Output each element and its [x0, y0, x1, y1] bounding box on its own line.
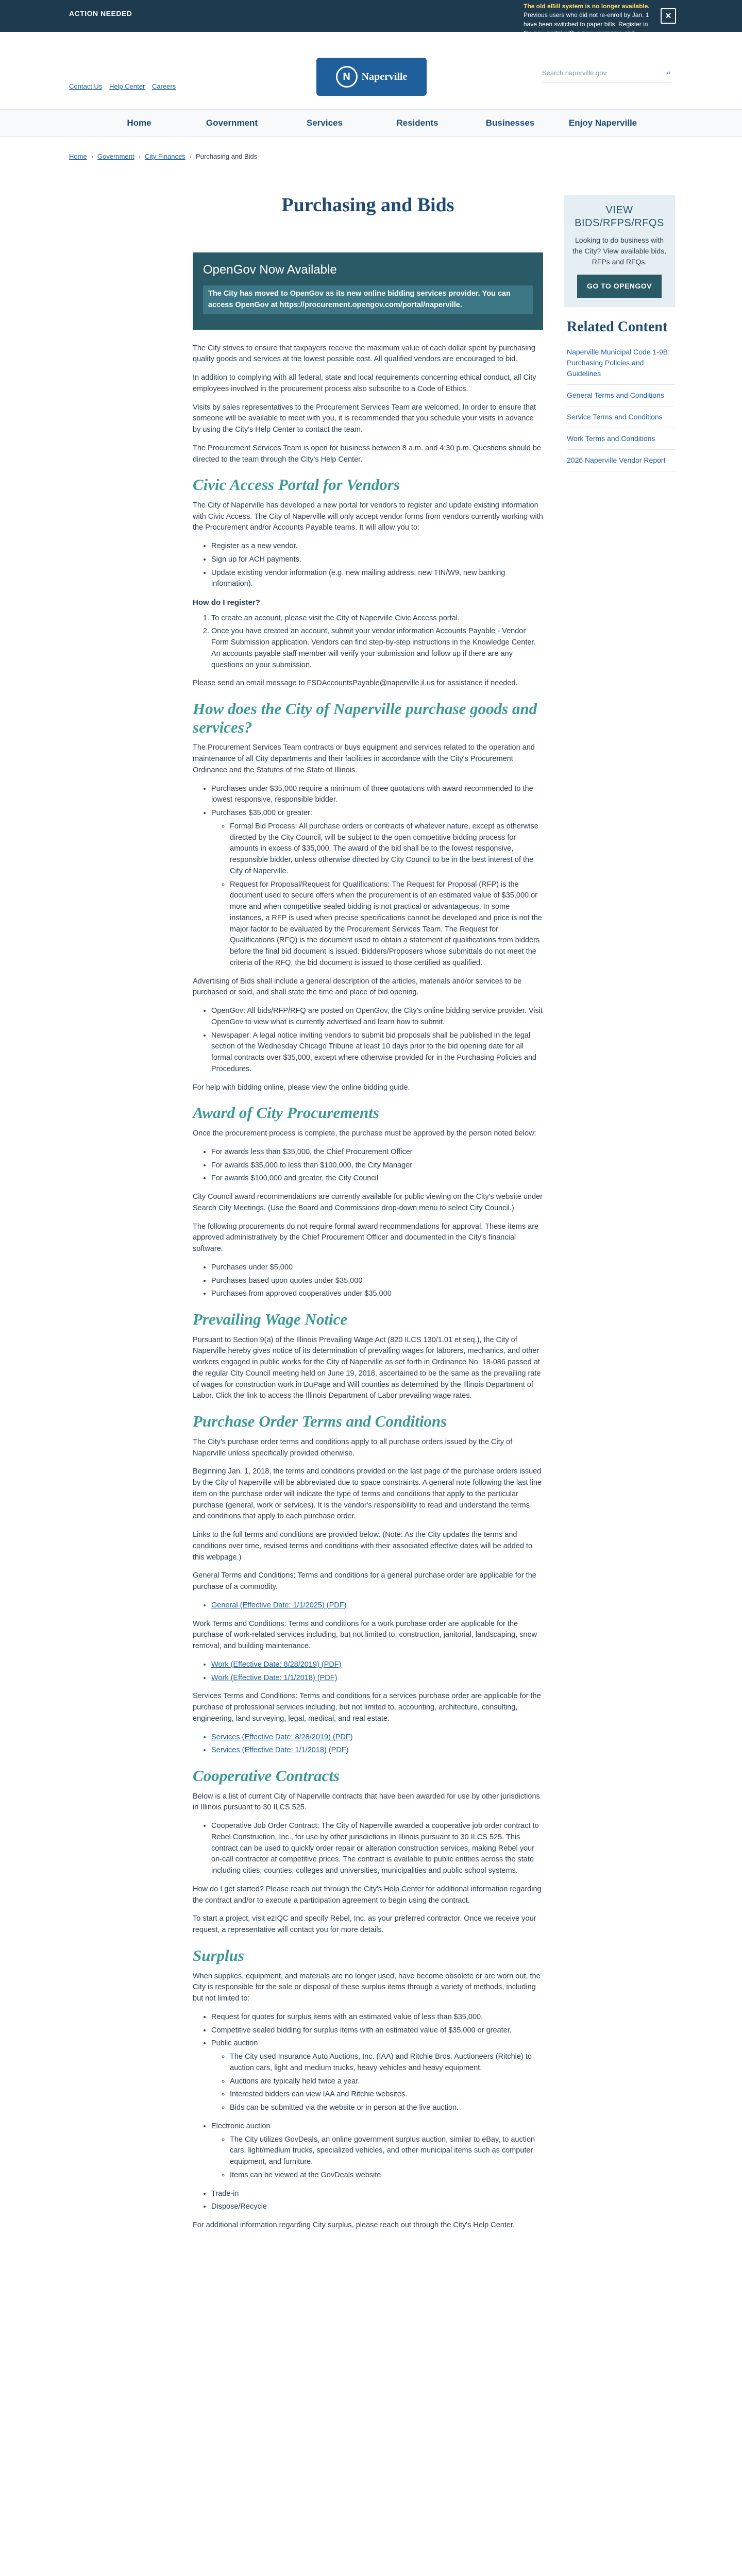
list-item: • Trade-in — [211, 2189, 543, 2200]
naperville-logo-mark: N — [336, 66, 358, 88]
breadcrumb-government[interactable]: Government — [97, 152, 134, 160]
terms-paragraph: The City's purchase order terms and conditions apply to all purchase orders issued by the City of Naperville unless specifically provided otherwise. — [193, 1437, 513, 1458]
search-input[interactable] — [542, 64, 671, 82]
breadcrumb-home[interactable]: Home — [69, 152, 87, 160]
register-heading: How do I register? — [193, 598, 260, 607]
list-item: ◦ The City used Insurance Auto Auctions, Inc. (IAA) and Ritchie Bros. Auctioneers (Ritchie) to auction cars, light and medium trucks, heavy vehicles and heavy equipment. — [230, 2052, 543, 2074]
nav-residents[interactable]: Residents — [396, 118, 439, 128]
list-item: • For awards less than $35,000, the Chief Procurement Officer — [211, 1147, 543, 1158]
intro-paragraph: Visits by sales representatives to the Procurement Services Team are welcomed. In order to ensure that someone will be available to meet with you, it is recommended that you schedule your visits in advance by using the City's Help Center to contact the team. — [193, 403, 536, 434]
breadcrumb: Home › Government › City Finances › Purchasing and Bids — [69, 151, 257, 162]
list-item: • Purchases from approved cooperatives under $35,000 — [211, 1289, 543, 1300]
award-heading: Award of City Procurements — [193, 1104, 379, 1122]
list-item: • Request for quotes for surplus items with an estimated value of less than $35,000. — [211, 2012, 543, 2023]
coop-list — [211, 1821, 543, 1877]
general-terms-text: General Terms and Conditions: Terms and conditions for a general purchase order are applicable for the purchase of a commodity. — [193, 1571, 536, 1591]
wage-text: Pursuant to Section 9(a) of the Illinois Prevailing Wage Act (820 ILCS 130/1.01 et seq.), the City of Naperville hereby gives notice of its determination of prevailing wages for laborers, mechanics, and other workers engaged in public works for the City of Naperville as set forth in Ordinance No. 18-086 passed at the regular City Council meeting held on June 19, 2018, ascertained to be the same as the prevailing rate of wages for construction work in DuPage and Will counties as determined by the Illinois Department of Labor. Click the link to access the Illinois Department of Labor prevailing wage rates. — [193, 1335, 541, 1400]
coop-project-text: To start a project, visit ezIQC and specify Rebel, Inc. as your preferred contractor. Once we receive your request, a representative will contact you for more details. — [193, 1914, 536, 1935]
opengov-box — [564, 195, 675, 307]
related-link[interactable]: General Terms and Conditions — [567, 385, 675, 406]
breadcrumb-current: Purchasing and Bids — [196, 152, 258, 160]
civic-access-text: The City of Naperville has developed a new portal for vendors to register and update existing information with Civic Access. The City of Naperville will only accept vendor forms from vendors currently working with the Procurement and/or Accounts Payable teams. It will allow you to: — [193, 501, 543, 532]
work-terms-link[interactable]: • Work (Effective Date: 8/28/2019) (PDF) — [211, 1659, 543, 1671]
surplus-list — [211, 2012, 543, 2213]
list-item: • Dispose/Recycle — [211, 2201, 543, 2213]
surplus-heading: Surplus — [193, 1946, 244, 1964]
list-item: • For awards $35,000 to less than $100,000, the City Manager — [211, 1160, 543, 1172]
related-link[interactable]: 2026 Naperville Vendor Report — [567, 450, 675, 471]
formal-text: The following procurements do not require formal award recommendations for approval. These items are approved administratively by the Chief Procurement Officer and documented in the City's financial software. — [193, 1222, 539, 1253]
utility-links — [69, 81, 181, 92]
list-item: ◦ Request for Proposal/Request for Qualifications: The Request for Proposal (RFP) is the document used to secure offers when the procurement is of an estimated value of $35,000 or more and when competitive sealed bidding is not practical or advantageous. In some instances, a RFP is used when precise specifications cannot be developed and price is not the major factor to be evaluated by the Procurement Services Team. The Request for Qualifications (RFQ) is the document used to obtain a statement of qualifications from bidders before the final bid document is issued. Bidders/Proposers whose submittals do not meet the criteria of the RFQ, the bid document is issued to those certified as qualified. — [230, 879, 543, 969]
list-item: 2. Once you have created an account, submit your vendor information Accounts Payable - Vendor Form Submission application. Vendors can find step-by-step instructions in the Knowledge Center. An accounts payable staff member will verify your submission and follow up if there are any questions on your submission. — [211, 626, 543, 671]
how-heading: How does the City of Naperville purchase goods and services? — [193, 700, 537, 736]
coop-text: Below is a list of current City of Naperville contracts that have been awarded for use by other jurisdictions in Illinois pursuant to 30 ILCS 525. — [193, 1792, 540, 1812]
site-logo[interactable] — [316, 58, 427, 96]
related-link[interactable]: Service Terms and Conditions — [567, 406, 675, 428]
services-terms-text: Services Terms and Conditions: Terms and conditions for a services purchase order are applicable for the purchase of professional services including, but not limited to, accounting, architecture, consulting, engineering, land surveying, legal, medical, and real estate. — [193, 1692, 541, 1723]
list-item: • Register as a new vendor. — [211, 541, 543, 552]
general-terms-list — [211, 1600, 543, 1612]
list-item: ◦ Bids can be submitted via the website or in person at the live auction. — [230, 2103, 543, 2114]
close-icon[interactable]: × — [661, 8, 676, 24]
register-steps — [211, 613, 543, 671]
alert-banner — [0, 0, 742, 32]
page-title: Purchasing and Bids — [281, 194, 454, 216]
how-list — [211, 784, 543, 969]
list-item: • Public auction ◦ The City used Insurance Auto Auctions, Inc. (IAA) and Ritchie Bros. Auctioneers (Ritchie) to auction cars, light and medium trucks, heavy vehicles and heavy equipment. ◦ Auctions are typically held twice a year. ◦ Interested bidders can view IAA and Ritchie websites. ◦ Bids can be submitted via the website or in person at the live auction. — [211, 2038, 543, 2114]
surplus-text: When supplies, equipment, and materials are no longer used, have become obsolete or are worn out, the City is responsible for the sale or disposal of these surplus items through a variety of methods, including but not limited to: — [193, 1972, 541, 2003]
logo-text: Naperville — [361, 71, 408, 82]
work-terms-text: Work Terms and Conditions: Terms and conditions for a work purchase order are applicable for the purchase of work-related services including, but not limited to, construction, janitorial, landscaping, snow removal, and building maintenance. — [193, 1619, 537, 1651]
list-item: • For awards $100,000 and greater, the City Council — [211, 1173, 543, 1184]
how-text: The Procurement Services Team contracts or buys equipment and services related to the operation and maintenance of all City departments and their facilities in accordance with the City's Procurement Ordinance and the Statutes of the State of Illinois. — [193, 743, 535, 774]
main-content — [193, 252, 543, 2239]
banner-heading: OpenGov Now Available — [203, 263, 337, 277]
nav-services[interactable]: Services — [307, 118, 343, 128]
list-item: • Sign up for ACH payments. — [211, 554, 543, 566]
wage-heading: Prevailing Wage Notice — [193, 1310, 348, 1329]
box-title: VIEW BIDS/RFPS/RFQS — [575, 205, 664, 229]
go-to-opengov-button[interactable]: GO TO OPENGOV — [577, 275, 662, 298]
help-center-link[interactable]: Help Center — [109, 82, 145, 90]
general-terms-link[interactable]: • General (Effective Date: 1/1/2025) (PDF) — [211, 1600, 543, 1612]
list-item: • Purchases under $35,000 require a minimum of three quotations with award recommended to the lowest responsive, responsible bidder. — [211, 784, 543, 806]
list-item: ◦ Auctions are typically held twice a year. — [230, 2076, 543, 2088]
list-item: • Electronic auction ◦ The City utilizes GovDeals, an online government surplus auction, similar to eBay, to auction cars, light/medium trucks, specialized vehicles, and other municipal items such as computer equipment, and furniture. ◦ Items can be viewed at the GovDeals website — [211, 2121, 543, 2181]
opengov-banner — [193, 252, 543, 330]
list-item: • OpenGov: All bids/RFP/RFQ are posted on OpenGov, the City's online bidding service provider. Visit OpenGov to view what is currently advertised and learn how to submit. — [211, 1006, 543, 1028]
nav-home[interactable]: Home — [127, 118, 151, 128]
careers-link[interactable]: Careers — [151, 82, 176, 90]
list-item: • Competitive sealed bidding for surplus items with an estimated value of $35,000 or greater. — [211, 2025, 543, 2037]
civic-access-heading: Civic Access Portal for Vendors — [193, 476, 400, 494]
work-terms-link[interactable]: • Work (Effective Date: 1/1/2018) (PDF) — [211, 1673, 543, 1684]
list-item: ◦ Formal Bid Process: All purchase orders or contracts of whatever nature, except as otherwise directed by the City Council, will be subject to the open competitive bidding process for amounts in excess of $35,000. The award of the bid shall be to the lowest responsive, responsible bidder, unless otherwise directed by City Council to be in the best interest of the City of Naperville. — [230, 821, 543, 877]
breadcrumb-city-finances[interactable]: City Finances — [144, 152, 185, 160]
terms-paragraph: Beginning Jan. 1, 2018, the terms and conditions provided on the last page of the purchase orders issued by the City of Naperville will be abbreviated due to space constraints. A general note following the last line item on the purchase order will indicate the type of terms and conditions that apply to the particular purchase (general, work or services). It is the vendor's responsibility to read and understand the terms and conditions that apply to each purchase order. — [193, 1467, 542, 1521]
formal-list — [211, 1262, 543, 1300]
intro-paragraph: The Procurement Services Team is open for business between 8 a.m. and 4:30 p.m. Questions should be directed to the team through the City's Help Center. — [193, 444, 541, 464]
list-item: • Purchases under $5,000 — [211, 1262, 543, 1274]
sidebar — [564, 195, 675, 471]
services-terms-link[interactable]: • Services (Effective Date: 8/28/2019) (PDF) — [211, 1732, 543, 1743]
services-terms-link[interactable]: • Services (Effective Date: 1/1/2018) (PDF) — [211, 1745, 543, 1756]
contact-us-link[interactable]: Contact Us — [69, 82, 103, 90]
list-item: ◦ Items can be viewed at the GovDeals website — [230, 2170, 543, 2181]
list-item: ◦ The City utilizes GovDeals, an online government surplus auction, similar to eBay, to auction cars, light/medium trucks, specialized vehicles, and other municipal items such as computer equipment, and furniture. — [230, 2134, 543, 2168]
list-item: 1. To create an account, please visit the City of Naperville Civic Access portal. — [211, 613, 543, 624]
services-terms-list — [211, 1732, 543, 1757]
related-link[interactable]: Work Terms and Conditions — [567, 428, 675, 450]
award-list — [211, 1147, 543, 1184]
intro-paragraph: In addition to complying with all federal, state and local requirements concerning ethical conduct, all City employees involved in the procurement process also subscribe to a Code of Ethics. — [193, 374, 536, 393]
email-note: Please send an email message to FSDAccountsPayable@naperville.il.us for assistance if needed. — [193, 679, 518, 688]
list-item: ◦ Interested bidders can view IAA and Ritchie websites. — [230, 2089, 543, 2100]
advertising-text: Advertising of Bids shall include a general description of the articles, materials and/or services to be purchased or sold, and shall state the time and place of bid opening. — [193, 977, 522, 997]
terms-paragraph: Links to the full terms and conditions are provided below. (Note: As the City updates the terms and conditions over time, revised terms and conditions with their associated effective dates will be added to this webpage.) — [193, 1531, 533, 1562]
main-navigation — [0, 109, 742, 137]
banner-text: The City has moved to OpenGov as its new online bidding services provider. You can access OpenGov at https://procurement.opengov.com/portal/naperville. — [203, 285, 533, 314]
list-item: • Newspaper: A legal notice inviting vendors to submit bid proposals shall be published in the legal section of the Wednesday Chicago Tribune at least 10 days prior to the bid opening date for all formal contracts over $35,000, except where otherwise provided for in the Purchasing Policies and Procedures. — [211, 1030, 543, 1075]
nav-businesses[interactable]: Businesses — [485, 118, 535, 128]
related-link[interactable]: Naperville Municipal Code 1-9B: Purchasing Policies and Guidelines — [567, 342, 675, 385]
related-heading: Related Content — [567, 319, 668, 335]
surplus-contact: For additional information regarding City surplus, please reach out through the City's Help Center. — [193, 2221, 515, 2230]
list-item: • Cooperative Job Order Contract: The City of Naperville awarded a cooperative job order contract to Rebel Construction, Inc., for use by other jurisdictions in Illinois pursuant to 30 ILCS 525. This contract can be used to quickly order repair or alteration construction services, making Rebel your on-call contractor at competitive prices. The contract is available to public entities across the state including cities, counties, colleges and universities, municipalities and public school systems. — [211, 1821, 543, 1877]
search-icon[interactable]: ⌕ — [666, 68, 671, 77]
terms-heading: Purchase Order Terms and Conditions — [193, 1412, 447, 1431]
council-text: City Council award recommendations are currently available for public viewing on the City's website under Search City Meetings. (Use the Board and Commissions drop-down menu to select City Council.) — [193, 1193, 543, 1212]
work-terms-list — [211, 1659, 543, 1684]
alert-message: The old eBill system is no longer available. Previous users who did not re-enroll by Jan. 1 have been switched to paper bills. Register in — [524, 2, 656, 56]
search-placeholder: Search naperville.gov — [542, 69, 607, 77]
award-text: Once the procurement process is complete, the purchase must be approved by the person noted below: — [193, 1129, 536, 1138]
coop-heading: Cooperative Contracts — [193, 1767, 340, 1785]
list-item: • Update existing vendor information (e.g. new mailing address, new TIN/W9, new banking information). — [211, 568, 543, 590]
nav-enjoy-naperville[interactable]: Enjoy Naperville — [568, 118, 637, 128]
list-item: • Purchases $35,000 or greater: ◦ Formal Bid Process: All purchase orders or contracts of whatever nature, except as otherwise directed by the City Council, will be subject to the open competitive bidding process for amounts in excess of $35,000. The award of the bid shall be to the lowest responsive, responsible bidder, unless otherwise directed by City Council to be in the best interest of the City of Naperville. ◦ Request for Proposal/Request for Qualifications: The Request for Proposal (RFP) is the document used to secure offers when the procurement is of an estimated value of $35,000 or more and when competitive sealed bidding is not practical or advantageous. In some instances, a RFP is used when precise specifications cannot be developed and price is not the major factor to be evaluated by the Procurement Services Team. The Request for Qualifications (RFQ) is the document used to obtain a statement of qualifications from bidders before the final bid document is issued. Bidders/Proposers whose submittals do not meet the criteria of the RFQ, the bid document is issued to those certified as qualified. — [211, 808, 543, 969]
coop-start-text: How do I get started? Please reach out through the City's Help Center for additional information regarding the contract and/or to execute a participation agreement to begin using the contract. — [193, 1885, 542, 1905]
advertising-list — [211, 1006, 543, 1075]
list-item: • Purchases based upon quotes under $35,000 — [211, 1276, 543, 1287]
bidding-help-text: For help with bidding online, please view the online bidding guide. — [193, 1083, 410, 1092]
intro-paragraph: The City strives to ensure that taxpayers receive the maximum value of each dollar spent by purchasing quality goods and services at the lowest possible cost. All qualified vendors are encouraged to bid. — [193, 344, 535, 364]
civic-access-list — [211, 541, 543, 590]
box-text: Looking to do business with the City? View available bids, RFPs and RFQs. — [572, 236, 666, 266]
nav-government[interactable]: Government — [206, 118, 258, 128]
alert-label: ACTION NEEDED — [69, 9, 132, 18]
